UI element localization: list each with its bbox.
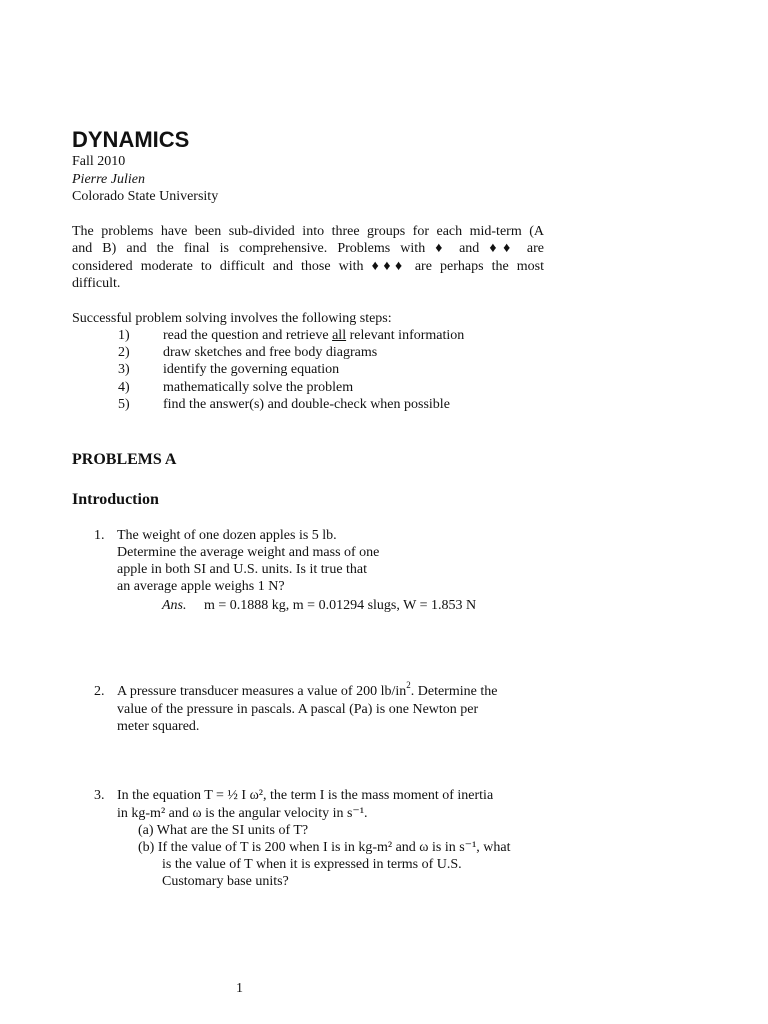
- document-title: DYNAMICS: [72, 127, 190, 152]
- intro-line: considered moderate to difficult and those with ♦♦♦ are perhaps the most: [72, 258, 544, 274]
- steps-list: [72, 310, 552, 413]
- institution: Colorado State University: [72, 189, 219, 204]
- intro-line: and B) and the final is comprehensive. Problems with ♦ and ♦♦ are: [72, 241, 544, 257]
- answer: Ans. m = 0.1888 kg, m = 0.01294 slugs, W = 1.853 N: [162, 598, 477, 613]
- sub-question-a: (a) What are the SI units of T?: [138, 823, 309, 838]
- document-meta: [72, 153, 218, 206]
- problem-2: 2. A pressure transducer measures a value of 200 $lb/in^2$. Determine the value of the pressure in pascals. A pascal (Pa) is one Newton per meter squared.: [94, 680, 498, 734]
- page-number: 1: [236, 981, 243, 996]
- term: Fall 2010: [72, 154, 126, 169]
- section-heading: PROBLEMS A: [72, 451, 177, 468]
- problem-1: 1. The weight of one dozen apples is 5 lb. Determine the average weight and mass of one apple in both SI and U.S. units. Is it true that an average apple weighs 1 N? Ans. m = 0.1888 kg, m = 0.01294 slugs, W = 1.853 N: [94, 528, 477, 613]
- sub-question-b: (b) If the value of T is 200 when I is in kg-m² and ω is in s⁻¹, what: [138, 840, 511, 855]
- intro-line: difficult.: [72, 275, 121, 291]
- list-item: 5) find the answer(s) and double-check when possible: [118, 396, 450, 412]
- intro-paragraph: [72, 223, 544, 292]
- list-item: 1) read the question and retrieve all relevant information: [118, 328, 465, 343]
- steps-intro: Successful problem solving involves the following steps:: [72, 311, 392, 326]
- author: Pierre Julien: [72, 171, 145, 187]
- intro-line: The problems have been sub-divided into three groups for each mid-term (A: [72, 224, 544, 239]
- list-item: 4) mathematically solve the problem: [118, 379, 354, 395]
- subsection-heading: Introduction: [72, 491, 159, 508]
- problem-3: 3. In the equation T = ½ I ω², the term I is the mass moment of inertia in kg-m² and ω is the angular velocity in s⁻¹. (a) What are the SI units of T? (b) If the value of T is 200 when I is in kg-m² and ω is in s⁻¹, what is the value of T when it is expressed in terms of U.S. Customary base units?: [94, 788, 511, 889]
- list-item: 2) draw sketches and free body diagrams: [118, 345, 378, 361]
- list-item: 3) identify the governing equation: [118, 362, 340, 378]
